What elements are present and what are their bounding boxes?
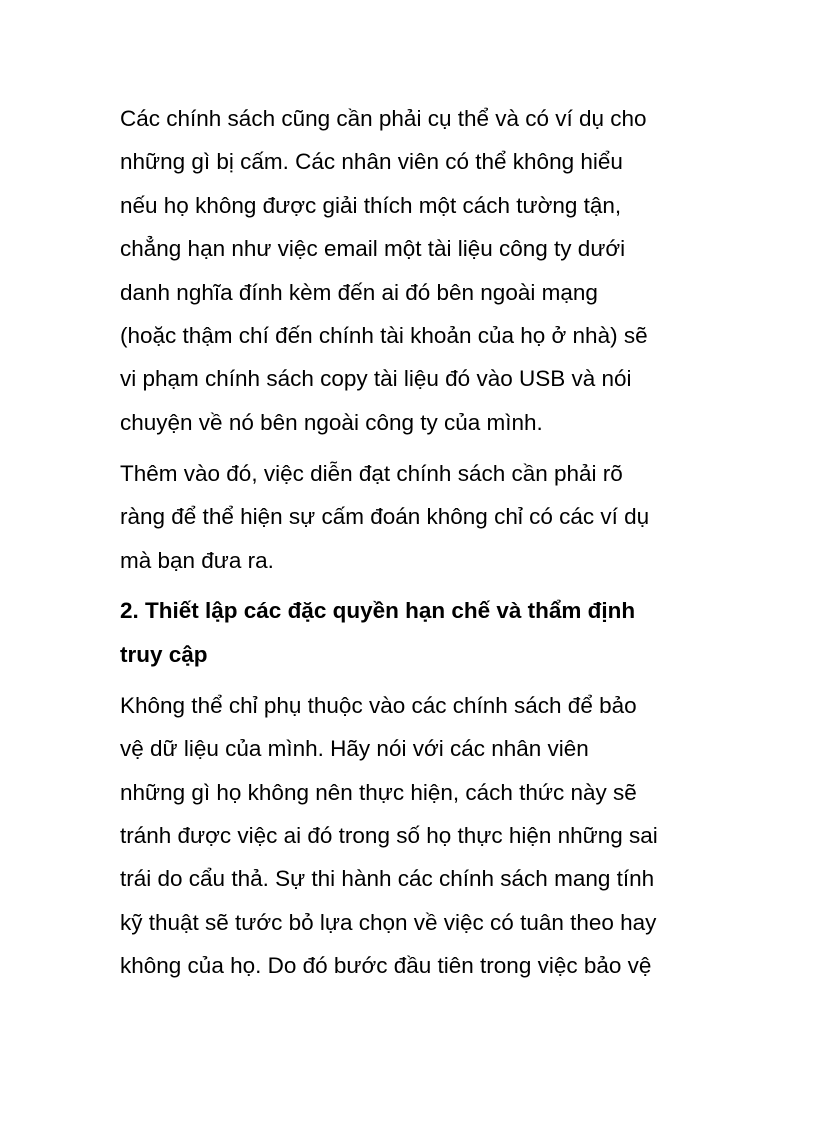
text-line: nếu họ không được giải thích một cách tường tận, [120,192,622,218]
text-line: Các chính sách cũng cần phải cụ thể và có ví dụ cho [120,106,647,131]
text-line: ràng để thể hiện sự cấm đoán không chỉ có các ví dụ [120,504,650,530]
text-line: vi phạm chính sách copy tài liệu đó vào USB và nói [120,366,632,392]
text-line: mà bạn đưa ra. [120,547,274,573]
paragraph-policy-wording [120,452,720,582]
text-line: những gì bị cấm. Các nhân viên có thể không hiểu [120,149,623,175]
text-line: không của họ. Do đó bước đầu tiên trong việc bảo vệ [120,953,652,979]
text-line: những gì họ không nên thực hiện, cách thức này sẽ [120,779,637,805]
text-line: chẳng hạn như việc email một tài liệu công ty dưới [120,236,626,262]
text-line: Thêm vào đó, việc diễn đạt chính sách cần phải rõ [120,460,623,486]
document-page [120,97,720,988]
paragraph-policies-specific [120,97,720,444]
text-line: kỹ thuật sẽ tước bỏ lựa chọn về việc có tuân theo hay [120,909,657,935]
heading-line: 2. Thiết lập các đặc quyền hạn chế và thẩm định [120,598,636,624]
text-line: tránh được việc ai đó trong số họ thực hiện những sai [120,823,658,848]
section-heading-2 [120,589,720,676]
paragraph-access-privileges [120,684,720,988]
text-line: vệ dữ liệu của mình. Hãy nói với các nhân viên [120,736,589,762]
text-line: chuyện về nó bên ngoài công ty của mình. [120,409,543,435]
heading-line: truy cập [120,641,208,667]
text-line: trái do cẩu thả. Sự thi hành các chính sách mang tính [120,866,655,892]
text-line: (hoặc thậm chí đến chính tài khoản của họ ở nhà) sẽ [120,323,648,349]
text-line: danh nghĩa đính kèm đến ai đó bên ngoài mạng [120,279,598,305]
text-line: Không thể chỉ phụ thuộc vào các chính sách để bảo [120,692,637,718]
